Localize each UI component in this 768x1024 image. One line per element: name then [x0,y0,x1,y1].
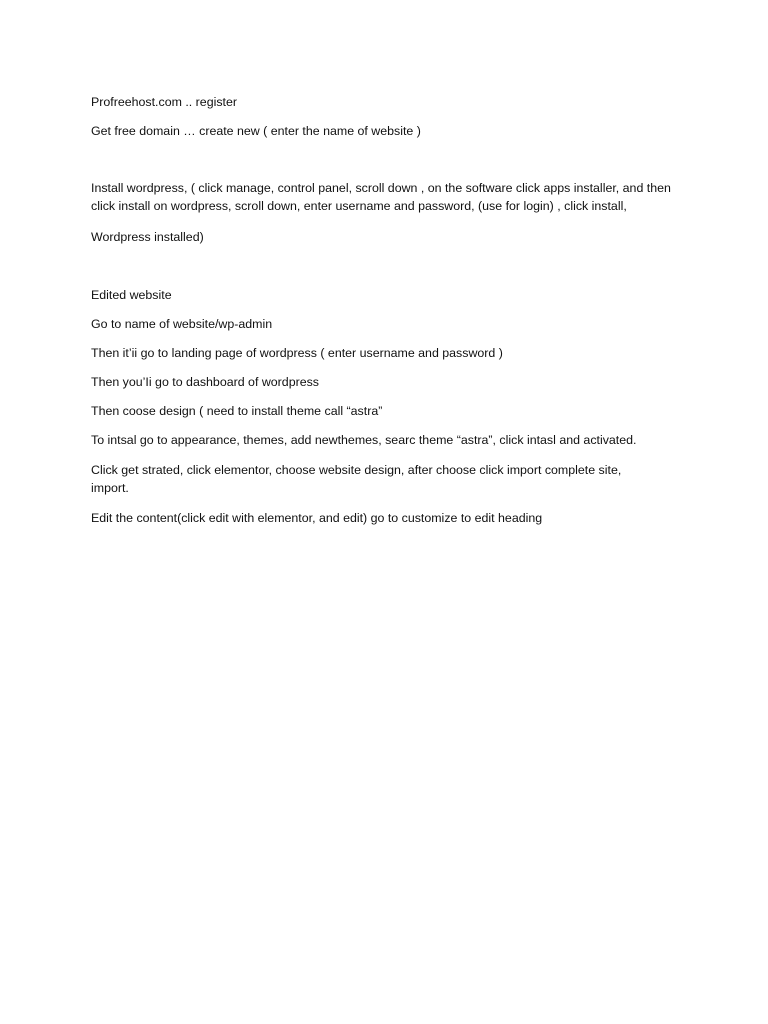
paragraph-install-wordpress: Install wordpress, ( click manage, control panel, scroll down , on the software click apps installer, and then click install on wordpress, scroll down, enter username and password, (use for login) , click install, [91,181,671,213]
paragraph-get-started: Click get strated, click elementor, choose website design, after choose click import complete site, import. [91,463,622,495]
paragraph-install-theme: To intsal go to appearance, themes, add newthemes, searc theme “astra”, click intasl and activated. [91,433,637,447]
paragraph-register: Profreehost.com .. register [91,95,237,109]
paragraph-choose-design: Then coose design ( need to install theme call “astra” [91,404,383,418]
paragraph-wp-admin: Go to name of website/wp-admin [91,317,273,331]
paragraph-edited-website: Edited website [91,288,172,302]
paragraph-landing-page: Then it’ii go to landing page of wordpress ( enter username and password ) [91,346,503,360]
paragraph-dashboard: Then you’Ii go to dashboard of wordpress [91,375,319,389]
paragraph-wordpress-installed: Wordpress installed) [91,230,204,244]
paragraph-edit-content: Edit the content(click edit with elementor, and edit) go to customize to edit heading [91,511,543,525]
paragraph-get-domain: Get free domain … create new ( enter the name of website ) [91,124,421,138]
